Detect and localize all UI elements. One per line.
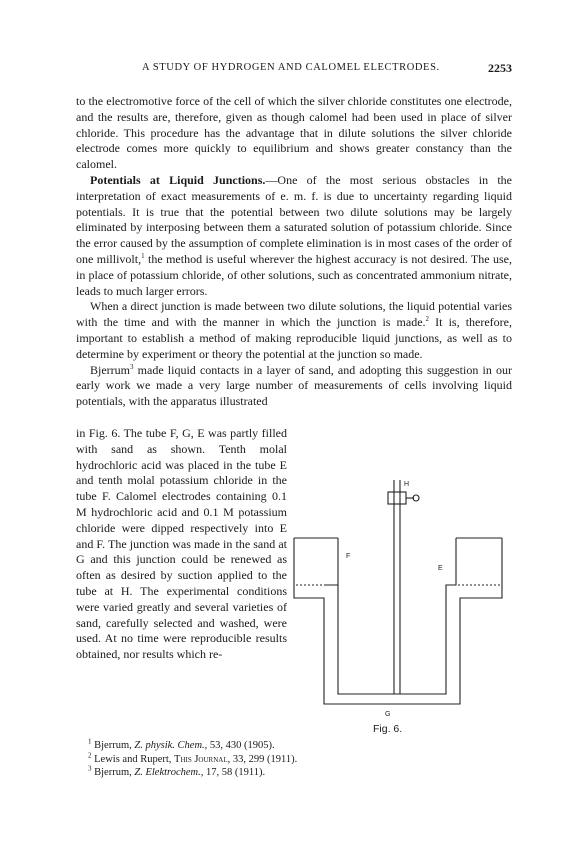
figure-caption: Fig. 6.	[373, 723, 403, 735]
body-text-wrapped	[76, 426, 287, 663]
paragraph-direct-junction	[76, 299, 512, 362]
footnote-ref-2: 2	[425, 315, 430, 324]
page-number: 2253	[488, 61, 512, 75]
paragraph-text: —One of the most serious obstacles in the interpretation of exact measurements of e. m. f. is due to uncertainty regarding liquid potentials. It is true that the potential between two dilute solutions may be largely eliminated by interposing between them a saturated solution of potassium chloride. Since the error caused by the assumption of complete elimination is in most cases of the order of one millivolt,	[76, 172, 512, 266]
label-h: H	[404, 481, 410, 488]
running-header	[76, 62, 512, 78]
footnote-ref-3: 3	[130, 362, 134, 371]
label-f: F	[346, 553, 351, 560]
paragraph-apparatus: in Fig. 6. The tube F, G, E was partly filled with sand as shown. Tenth molal hydrochloric acid was placed in the tube E and tenth molal potassium chloride in the tube F. Calomel electrodes containing 0.1 M hydrochloric acid and 0.1 M potassium chloride were dipped respectively into E and F. The junction was made in the sand at G and this junction could be renewed as often as desired by suction applied to the tube at H. The experimental conditions were varied greatly and several varieties of sand, carefully selected and washed, were used. At no time were reproducible results obtained, nor results which re-	[76, 426, 287, 662]
footnote: $^3$ Bjerrum, Z. Elektrochem., 17, 58 (1911).	[88, 764, 266, 778]
paragraph-text: When a direct junction is made between two dilute solutions, the liquid potential varies with the time and with the manner in which the junction is made.	[76, 299, 512, 330]
paragraph-text: the method is useful wherever the highest accuracy is not desired. The use, in place of potassium chloride, of other solutions, such as concentrated ammonium nitrate, leads to much larger errors.	[76, 251, 513, 298]
paragraph-text: made liquid contacts in a layer of sand, and adopting this suggestion in our early work we made a very large number of measurements of cells involving liquid potentials, with the apparatus illustrated	[76, 362, 512, 409]
body-text-top	[76, 94, 512, 410]
footnote: $^1$ Bjerrum, Z. physik. Chem., 53, 430 (1905).	[88, 737, 275, 751]
tube-f-outline	[294, 538, 502, 704]
footnote: $^2$ Lewis and Rupert, This Journal, 33, 299 (1911).	[88, 751, 298, 765]
footnote-ref-1: 1	[141, 251, 145, 260]
label-e: E	[438, 565, 443, 572]
paragraph-continued: to the electromotive force of the cell of which the silver chloride constitutes one electrode, and the results are, therefore, given as though calomel had been used in place of silver chloride. This procedure has the advantage that in dilute solutions the silver chloride electrode comes more quickly to equilibrium and shows greater constancy than the calomel.	[76, 94, 512, 172]
author-name: Bjerrum	[90, 362, 130, 377]
paragraph-liquid-junctions	[76, 173, 512, 299]
running-title: A STUDY OF HYDROGEN AND CALOMEL ELECTRODES.	[142, 62, 440, 73]
paragraph-text: It is, therefore, important to establish a method of making reproducible liquid junctions, as well as to determine by experiment or theory the potential at the junction so made.	[76, 315, 513, 361]
stopcock-body	[388, 492, 406, 504]
label-g: G	[385, 711, 391, 718]
apparatus-figure	[290, 480, 512, 730]
footnotes	[88, 739, 297, 780]
section-heading: Potentials at Liquid Junctions.	[90, 172, 266, 187]
tube-f-outline	[324, 538, 456, 694]
paragraph-bjerrum	[76, 363, 512, 410]
